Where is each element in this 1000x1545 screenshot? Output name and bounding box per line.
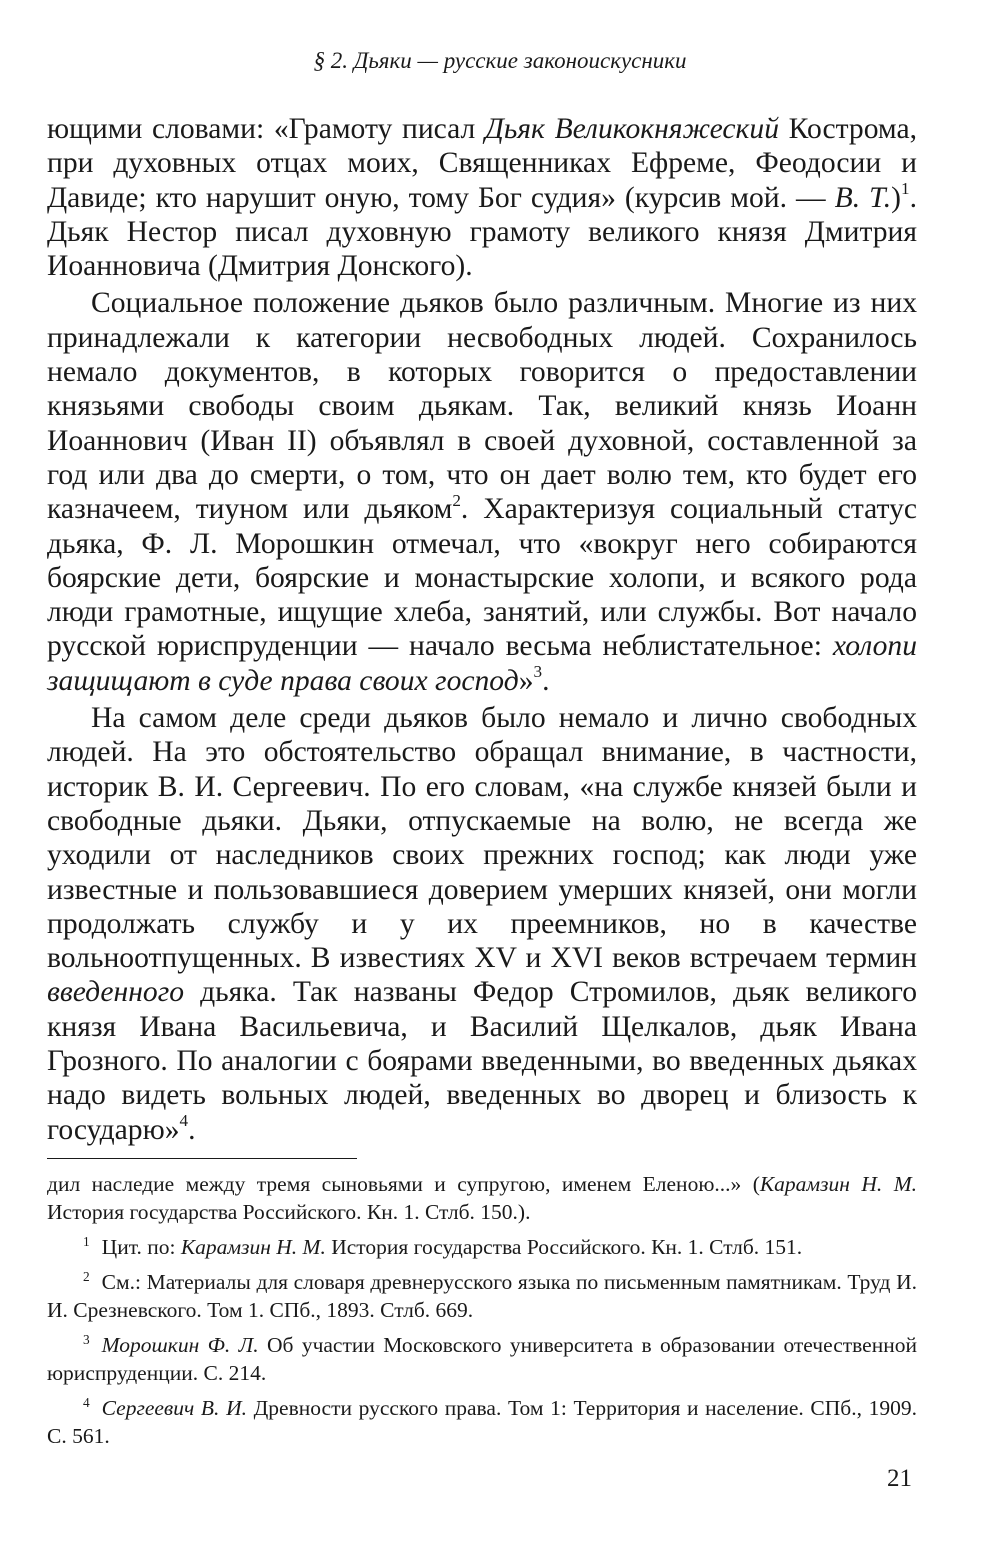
page-number: 21 xyxy=(887,1465,912,1492)
paragraph-1: ющими словами: «Грамоту писал Дьяк Великокняжеский Кострома, при духовных отцах моих, Священниках Ефреме, Феодосии и Давиде; кто нарушит оную, тому Бог судия» (курсив мой. — В. Т.)$^1$. Дьяк Нестор писал духовную грамоту великого князя Дмитрия Иоанновича (Дмитрия Донского). xyxy=(47,113,917,283)
emphasis: холопи защищают в суде права своих господ xyxy=(47,630,917,697)
footnote-3: $^3$ Морошкин Ф. Л. Об участии Московского университета в образовании отечественной юриспруденции. С. 214. xyxy=(47,1331,917,1385)
footnote-ref[interactable]: 2 xyxy=(452,490,461,510)
footnote-2: $^2$ См.: Материалы для словаря древнерусского языка по письменным памятникам. Труд И. И. Срезневского. Том 1. СПб., 1893. Стлб. 669. xyxy=(47,1268,917,1322)
footnote-number: 1 xyxy=(83,1233,90,1249)
main-text xyxy=(47,112,917,1147)
footnote-continuation: дил наследие между тремя сыновьями и супругою, именем Еленою...» (Карамзин Н. М. История государства Российского. Кн. 1. Стлб. 150.). xyxy=(47,1172,917,1224)
footnote-divider xyxy=(47,1158,357,1159)
paragraph-3: На самом деле среди дьяков было немало и лично свободных людей. На это обстоятельство обращал внимание, в частности, историк В. И. Сергеевич. По его словам, «на службе князей были и свободные дьяки. Дьяки, отпускаемые на волю, не всегда же уходили от наследников своих прежних господ; как люди уже известные и пользовавшиеся доверием умерших князей, они могли продолжать службу и у их преемников, но в качестве вольноотпущенных. В известиях XV и XVI веков встречаем термин введенного дьяка. Так названы Федор Стромилов, дьяк великого князя Ивана Васильевича, и Василий Щелкалов, дьяк Ивана Грозного. По аналогии с боярами введенными, во введенных дьяках надо видеть вольных людей, введенных во дворец и близость к государю»$^4$. xyxy=(47,702,917,1146)
footnote-1: $^1$ Цит. по: Карамзин Н. М. История государства Российского. Кн. 1. Стлб. 151. xyxy=(83,1233,803,1259)
paragraph-2: Социальное положение дьяков было различным. Многие из них принадлежали к категории несвободных людей. Сохранилось немало документов, в которых говорится о предоставлении князьями свободы своим дьякам. Так, великий князь Иоанн Иоаннович (Иван II) объявлял в своей духовной, составленной за год или два до смерти, о том, что он дает волю тем, кто будет его казначеем, тиуном или дьяком$^2$. Характеризуя социальный статус дьяка, Ф. Л. Морошкин отмечал, что «вокруг него собираются боярские дети, боярские и монастырские холопи, и всякого рода люди грамотные, ищущие хлеба, занятий, или службы. Вот начало русской юриспруденции — начало весьма неблистательное: холопи защищают в суде права своих господ»$^3$. xyxy=(47,287,917,697)
emphasis: В. Т. xyxy=(834,181,892,214)
footnote-4: $^4$ Сергеевич В. И. Древности русского права. Том 1: Территория и население. СПб., 1909. С. 561. xyxy=(47,1394,917,1448)
footnote-ref[interactable]: 3 xyxy=(533,662,543,682)
footnote-number: 3 xyxy=(83,1331,90,1347)
running-head: § 2. Дьяки — русские законоискусники xyxy=(313,48,687,73)
emphasis: Дьяк Великокняжеский xyxy=(485,113,779,145)
footnote-ref[interactable]: 1 xyxy=(901,179,910,199)
emphasis: введенного xyxy=(47,976,185,1009)
footnote-number: 4 xyxy=(83,1394,90,1410)
footnote-number: 2 xyxy=(83,1268,90,1284)
footnotes xyxy=(47,1170,917,1457)
footnote-ref[interactable]: 4 xyxy=(179,1111,189,1131)
